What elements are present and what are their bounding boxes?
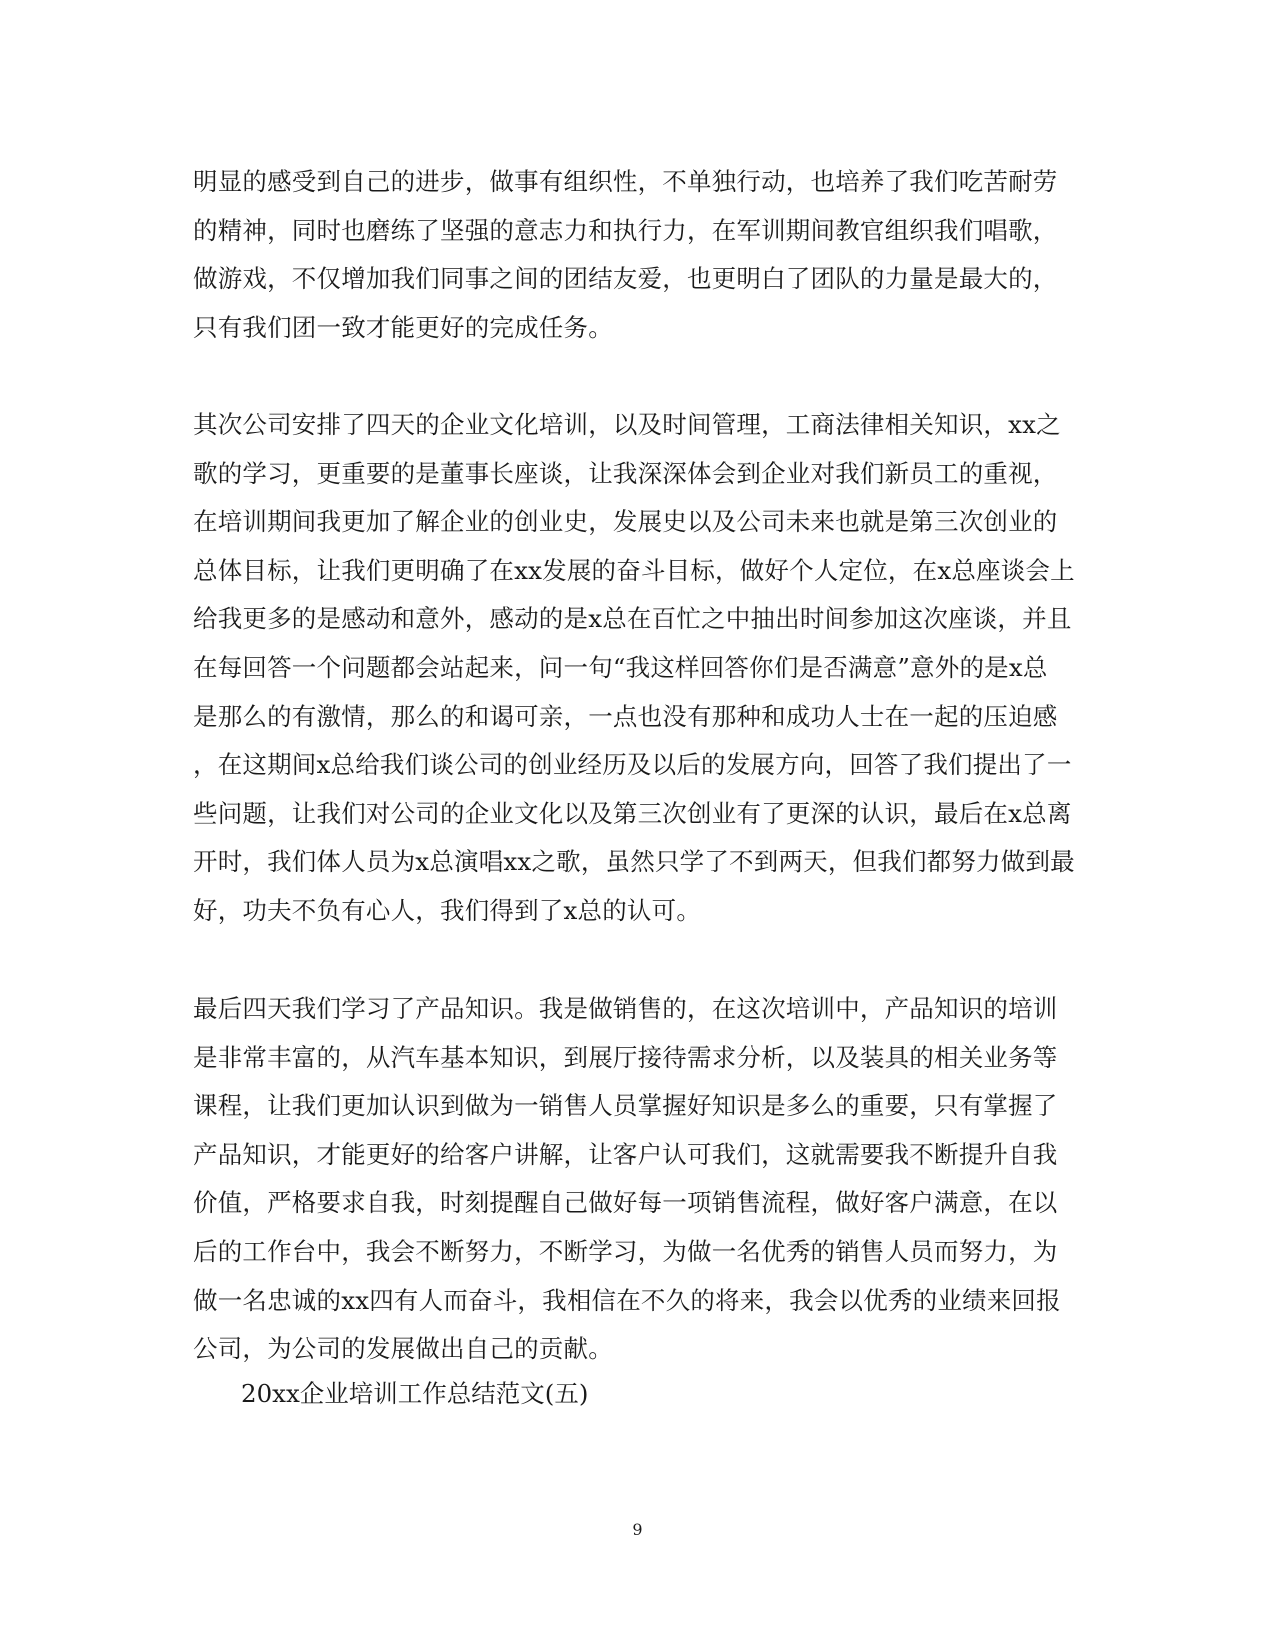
text-line: 课程，让我们更加认识到做为一销售人员掌握好知识是多么的重要，只有掌握了 [193, 1091, 1058, 1121]
text-line: 些问题，让我们对公司的企业文化以及第三次创业有了更深的认识，最后在x总离 [193, 798, 1072, 828]
paragraph-2 [193, 401, 1083, 936]
text-line: 价值，严格要求自我，时刻提醒自己做好每一项销售流程，做好客户满意，在以 [193, 1188, 1058, 1218]
text-line: 总体目标，让我们更明确了在xx发展的奋斗目标，做好个人定位，在x总座谈会上 [193, 555, 1075, 585]
page-number: 9 [632, 1520, 643, 1539]
text-line: 给我更多的是感动和意外，感动的是x总在百忙之中抽出时间参加这次座谈，并且 [193, 604, 1072, 634]
text-line: 是那么的有激情，那么的和谒可亲，一点也没有那种和成功人士在一起的压迫感 [193, 701, 1058, 731]
text-line: 做一名忠诚的xx四有人而奋斗，我相信在不久的将来，我会以优秀的业绩来回报 [193, 1285, 1061, 1315]
text-line: 公司，为公司的发展做出自己的贡献。 [193, 1334, 613, 1364]
text-line: 只有我们团一致才能更好的完成任务。 [193, 312, 613, 342]
text-line: 产品知识，才能更好的给客户讲解，让客户认可我们，这就需要我不断提升自我 [193, 1139, 1058, 1169]
text-line: 的精神，同时也磨练了坚强的意志力和执行力，在军训期间教官组织我们唱歌， [193, 215, 1058, 245]
text-line: 做游戏，不仅增加我们同事之间的团结友爱，也更明白了团队的力量是最大的， [193, 264, 1058, 294]
section-heading: 20xx企业培训工作总结范文(五) [241, 1379, 589, 1408]
text-line: 在培训期间我更加了解企业的创业史，发展史以及公司未来也就是第三次创业的 [193, 507, 1058, 537]
text-line: 开时，我们体人员为x总演唱xx之歌，虽然只学了不到两天，但我们都努力做到最 [193, 847, 1075, 877]
paragraph-1 [193, 158, 1083, 352]
text-line: 好，功夫不负有心人，我们得到了x总的认可。 [193, 895, 702, 925]
text-line: 是非常丰富的，从汽车基本知识，到展厅接待需求分析，以及装具的相关业务等 [193, 1042, 1058, 1072]
paragraph-3 [193, 985, 1083, 1374]
text-line: 其次公司安排了四天的企业文化培训，以及时间管理，工商法律相关知识，xx之 [193, 410, 1061, 439]
text-line: 最后四天我们学习了产品知识。我是做销售的，在这次培训中，产品知识的培训 [193, 994, 1058, 1023]
text-line: 在每回答一个问题都会站起来，问一句“我这样回答你们是否满意”意外的是x总 [193, 652, 1048, 682]
text-line: 后的工作台中，我会不断努力，不断学习，为做一名优秀的销售人员而努力，为 [193, 1236, 1058, 1266]
text-line: 歌的学习，更重要的是董事长座谈，让我深深体会到企业对我们新员工的重视， [193, 458, 1058, 488]
text-line: ，在这期间x总给我们谈公司的创业经历及以后的发展方向，回答了我们提出了一 [193, 750, 1072, 780]
text-line: 明显的感受到自己的进步，做事有组织性，不单独行动，也培养了我们吃苦耐劳 [193, 167, 1058, 196]
